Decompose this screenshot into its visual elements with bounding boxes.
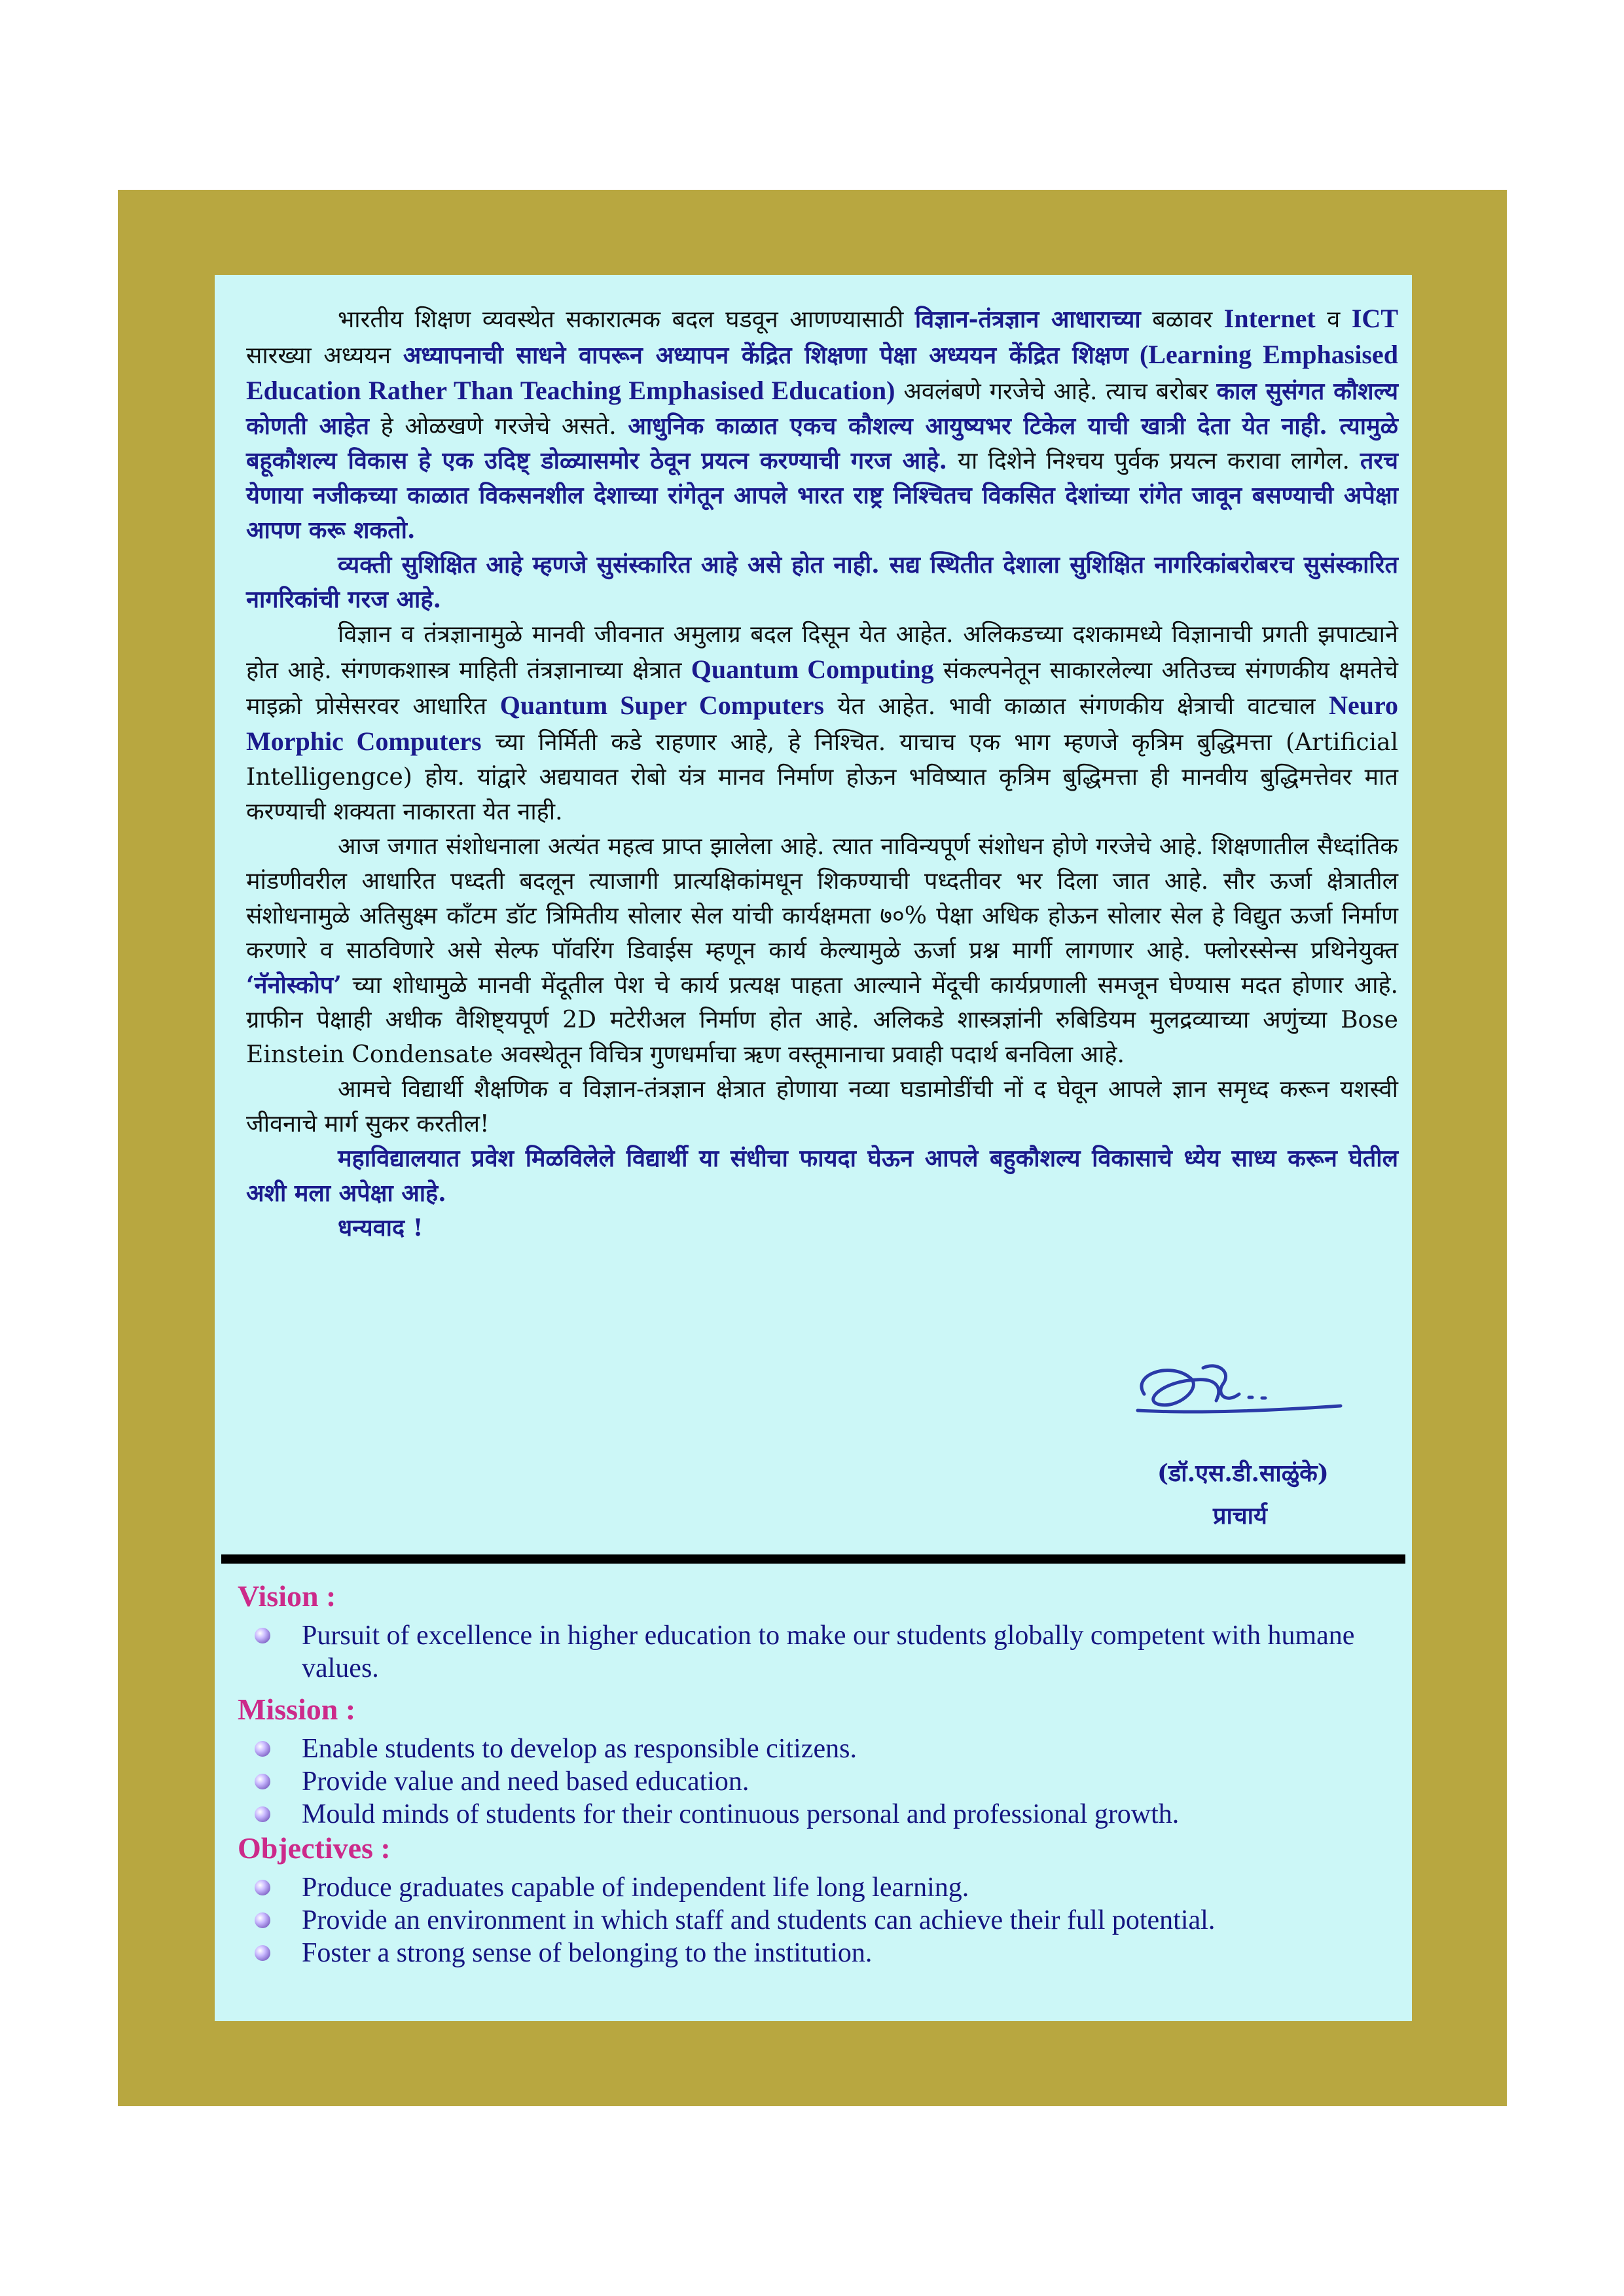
mission-section: [238, 1691, 1403, 1831]
bullet-icon: [255, 1806, 270, 1822]
paragraph-5: आमचे विद्यार्थी शैक्षणिक व विज्ञान-तंत्रज्ञान क्षेत्रात होणाया नव्या घडामोडींची नों द घेवून आपले ज्ञान समृध्द करून यशस्वी जीवनाचे मार्ग सुकर करतील!: [246, 1076, 1398, 1138]
principal-message: [246, 301, 1398, 1246]
objectives-section: [238, 1829, 1403, 1969]
signatory-title: प्राचार्य: [1213, 1502, 1267, 1530]
mission-list: [238, 1732, 1403, 1831]
signatory-name: (डॉ.एस.डी.साळुंके): [1157, 1460, 1329, 1487]
list-item: Provide value and need based education.: [238, 1765, 1403, 1798]
bullet-icon: [255, 1774, 270, 1789]
mission-heading: Mission :: [238, 1693, 356, 1726]
objectives-heading: Objectives :: [238, 1831, 391, 1865]
page-frame: [118, 190, 1507, 2106]
paragraph-2: व्यक्ती सुशिक्षित आहे म्हणजे सुसंस्कारित आहे असे होत नाही. सद्य स्थितीत देशाला सुशिक्षित नागरिकांबरोबरच सुसंस्कारित नागरिकांची गरज आहे.: [246, 551, 1398, 613]
list-item: Provide an environment in which staff and students can achieve their full potential.: [238, 1904, 1403, 1937]
objectives-list: [238, 1871, 1403, 1969]
list-item: Enable students to develop as responsible citizens.: [238, 1732, 1403, 1765]
bullet-icon: [255, 1912, 270, 1928]
vision-heading: Vision :: [238, 1579, 336, 1613]
vision-list: [238, 1619, 1403, 1685]
content-panel: [215, 275, 1412, 2021]
paragraph-1: भारतीय शिक्षण व्यवस्थेत सकारात्मक बदल घडवून आणण्यासाठी विज्ञान-तंत्रज्ञान आधाराच्या बळावर Internet व ICT सारख्या अध्ययन अध्यापनाची साधने वापरून अध्यापन केंद्रित शिक्षणा पेक्षा अध्ययन केंद्रित शिक्षण (Learning Emphasised Education Rather Than Teaching Emphasised Education) अवलंबणे गरजेचे आहे. त्याच बरोबर काल सुसंगत कौशल्य कोणती आहेत हे ओळखणे गरजेचे असते. आधुनिक काळात एकच कौशल्य आयुष्यभर टिकेल याची खात्री देता येत नाही. त्यामुळे बहूकौशल्य विकास हे एक उदिष्ट् डोळ्यासमोर ठेवून प्रयत्न करण्याची गरज आहे. या दिशेने निश्चय पुर्वक प्रयत्न करावा लागेल. तरच येणाया नजीकच्या काळात विकसनशील देशाच्या रांगेतून आपले भारत राष्ट्र निश्चितच विकसित देशांच्या रांगेत जावून बसण्याची अपेक्षा आपण करू शकतो.: [246, 304, 1398, 544]
vision-section: [238, 1577, 1403, 1685]
signature-image: [1118, 1348, 1354, 1427]
bullet-icon: [255, 1880, 270, 1895]
paragraph-3: विज्ञान व तंत्रज्ञानामुळे मानवी जीवनात अमुलाग्र बदल दिसून येत आहेत. अलिकडच्या दशकामध्ये विज्ञानाची प्रगती झपाट्याने होत आहे. संगणकशास्त्र माहिती तंत्रज्ञानाच्या क्षेत्रात Quantum Computing संकल्पनेतून साकारलेल्या अतिउच्च संगणकीय क्षमतेचे माइक्रो प्रोसेसरवर आधारित Quantum Super Computers येत आहेत. भावी काळात संगणकीय क्षेत्राची वाटचाल Neuro Morphic Computers च्या निर्मिती कडे राहणार आहे, हे निश्चित. याचाच एक भाग म्हणजे कृत्रिम बुद्धिमत्ता (Artificial Intelligengce) होय. यांद्वारे अद्ययावत रोबो यंत्र मानव निर्माण होऊन भविष्यात कृत्रिम बुद्धिमत्ता ही मानवीय बुद्धिमत्तेवर मात करण्याची शक्यता नाकारता येत नाही.: [246, 621, 1399, 825]
list-item: Pursuit of excellence in higher education to make our students globally competent with humane values.: [238, 1619, 1403, 1685]
bullet-icon: [255, 1741, 270, 1757]
bullet-icon: [255, 1628, 270, 1643]
list-item: Foster a strong sense of belonging to the institution.: [238, 1937, 1403, 1969]
list-item: Produce graduates capable of independent life long learning.: [238, 1871, 1403, 1904]
bullet-icon: [255, 1945, 270, 1961]
thanks-text: धन्यवाद !: [338, 1214, 424, 1242]
paragraph-4: आज जगात संशोधनाला अत्यंत महत्व प्राप्त झालेला आहे. त्यात नाविन्यपूर्ण संशोधन होणे गरजेचे आहे. शिक्षणातील सैध्दांतिक मांडणीवरील आधारित पध्दती बदलून त्याजागी प्रात्यक्षिकांमधून शिकण्याची पध्दतीवर भर दिला जात आहे. सौर ऊर्जा क्षेत्रातील संशोधनामुळे अतिसुक्ष्म कॉंटम डॉट त्रिमितीय सोलार सेल यांची कार्यक्षमता ७०% पेक्षा अधिक होऊन सोलार सेल हे विद्युत ऊर्जा निर्माण करणारे व साठविणारे असे सेल्फ पॉवरिंग डिवाईस म्हणून कार्य केल्यामुळे ऊर्जा प्रश्न मार्गी लागणार आहे. फ्लोरस्सेन्स प्रथिनेयुक्त ‘नॅनोस्कोप’ च्या शोधामुळे मानवी मेंदूतील पेश चे कार्य प्रत्यक्ष पाहता आल्याने मेंदूची कार्यप्रणाली समजून घेण्यास मदत होणार आहे. ग्राफीन पेक्षाही अधीक वैशिष्ट्यपूर्ण 2D मटेरीअल निर्माण होत आहे. अलिकडे शास्त्रज्ञांनी रुबिडियम मुलद्रव्याच्या अणुंच्या Bose Einstein Condensate अवस्थेतून विचित्र गुणधर्माचा ऋण वस्तूमानाचा प्रवाही पदार्थ बनविला आहे.: [246, 833, 1398, 1068]
section-divider: [221, 1554, 1405, 1564]
paragraph-6: महाविद्यालयात प्रवेश मिळविलेले विद्यार्थी या संधीचा फायदा घेऊन आपले बहुकौशल्य विकासाचे ध्येय साध्य करून घेतील अशी मला अपेक्षा आहे.: [246, 1145, 1398, 1207]
list-item: Mould minds of students for their continuous personal and professional growth.: [238, 1798, 1403, 1831]
